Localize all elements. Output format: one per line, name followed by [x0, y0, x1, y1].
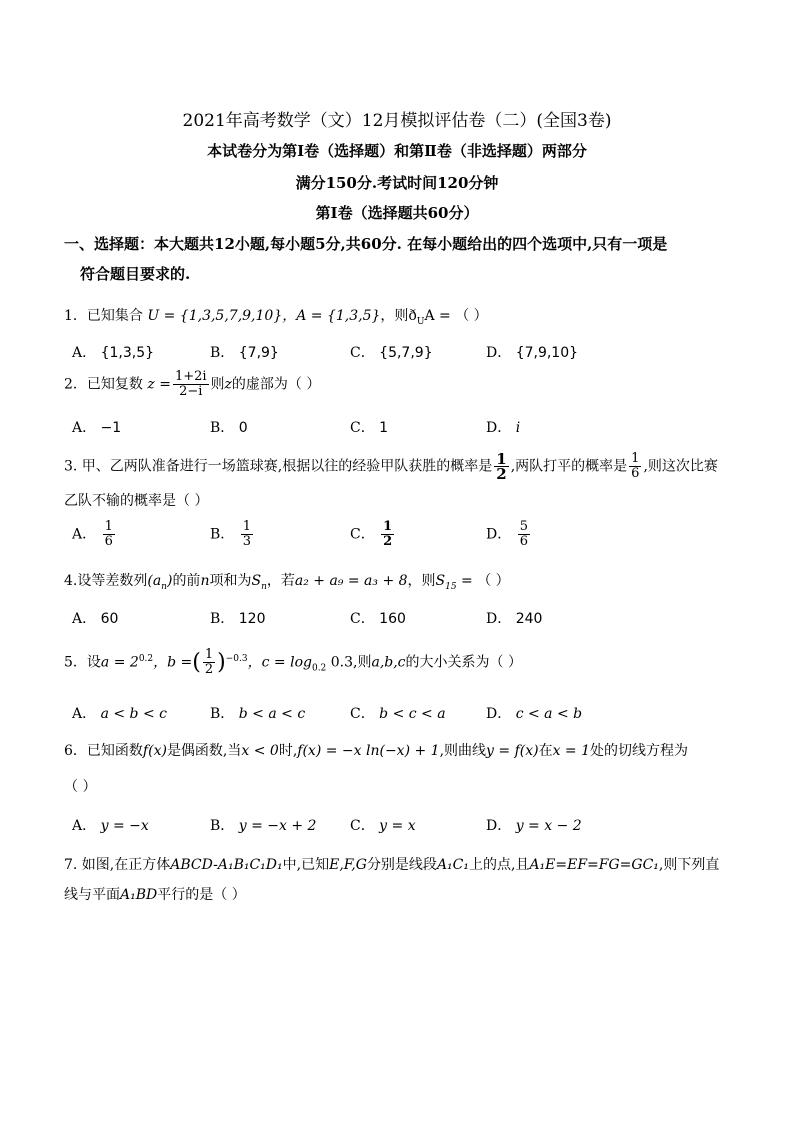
set-u: U = {1,3,5,7,9,10}，	[147, 308, 297, 324]
q5-option-c: C． b < c < a	[350, 706, 446, 722]
q1-option-c: C． {5,7,9}	[350, 345, 433, 361]
q2-option-b: B． 0	[210, 420, 248, 436]
q6-option-c: C． y = x	[350, 818, 416, 834]
section-instructions-line1: 一、选择题：本大题共12小题,每小题5分,共60分. 在每小题给出的四个选项中,只有一项是	[64, 235, 668, 253]
question-7-line2: 线与平面A₁BD平行的是（ ）	[64, 887, 246, 903]
q6-option-a: A． y = −x	[72, 818, 149, 834]
question-3-line2: 乙队不输的概率是（ ）	[64, 493, 209, 509]
q5-option-d: D． c < a < b	[486, 706, 583, 722]
q1-option-b: B． {7,9}	[210, 345, 279, 361]
question-5: 5．设$a = 2^{0.2}$，b =( $\frac{1}{2}$ )$^{-0.3}$，$c = \log_{0.2} 0.3$,则a,b,c的大小关系为（ ）	[64, 647, 522, 677]
q4-option-d: D． 240	[486, 611, 543, 627]
q4-option-b: B． 120	[210, 611, 266, 627]
question-3-line1: 3. 甲、乙两队准备进行一场篮球赛,根据以往的经验甲队获胜的概率是 $\frac{1}{2}$ ,两队打平的概率是 $\frac{1}{6}$ ,则这次比赛	[64, 450, 718, 483]
question-2: 2．已知复数 z = $\frac{1+2i}{2-i}$ 则z的虚部为（ ）	[64, 369, 321, 399]
q2-fraction: $\frac{1+2i}{2-i}$	[174, 369, 207, 399]
part-title: 第Ⅰ卷（选择题共60分）	[315, 204, 479, 222]
q2-option-c: C． 1	[350, 420, 389, 436]
q4-option-c: C． 160	[350, 611, 406, 627]
q2-option-d: D． i	[486, 420, 521, 436]
section-instructions-line2: 符合题目要求的.	[80, 265, 191, 283]
q6-option-d: D． y = x − 2	[486, 818, 582, 834]
q5-option-a: A． a < b < c	[72, 706, 167, 722]
q1-option-d: D． {7,9,10}	[486, 345, 579, 361]
question-7-line1: 7. 如图,在正方体ABCD-A₁B₁C₁D₁中,已知E,F,G分别是线段A₁C₁上的点,且A₁E=EF=FG=GC₁,则下列直	[64, 857, 720, 873]
exam-title: 2021年高考数学（文）12月模拟评估卷（二）(全国3卷)	[182, 111, 612, 131]
question-6-line1: 6．已知函数f(x)是偶函数,当x < 0时,f(x) = −x ln(−x) + 1,则曲线y = f(x)在x = 1处的切线方程为	[64, 743, 689, 759]
q3-option-b: B． $\frac{1}{3}$	[210, 519, 252, 549]
question-1: 1．已知集合 U = {1,3,5,7,9,10}，A = {1,3,5}，则$ð_UA$ = （ ）	[64, 308, 488, 327]
score-time-line: 满分150分.考试时间120分钟	[295, 174, 499, 192]
q3-option-c: C． $\frac{1}{2}$	[350, 519, 393, 549]
set-a: A = {1,3,5}	[296, 308, 381, 324]
q3-option-a: A． $\frac{1}{6}$	[72, 519, 113, 549]
question-6-line2: （ ）	[64, 779, 97, 795]
q6-option-b: B． y = −x + 2	[210, 818, 317, 834]
question-4: 4.设等差数列$(a_n)$的前n项和为$S_n$，若a₂ + a₉ = a₃ + 8，则$S_{15}$ = （ ）	[64, 573, 510, 592]
q2-option-a: A． −1	[72, 420, 122, 436]
q5-option-b: B． b < a < c	[210, 706, 306, 722]
q1-option-a: A． {1,3,5}	[72, 345, 155, 361]
q3-option-d: D． $\frac{5}{6}$	[486, 519, 528, 549]
q4-option-a: A． 60	[72, 611, 119, 627]
exam-subtitle: 本试卷分为第Ⅰ卷（选择题）和第Ⅱ卷（非选择题）两部分	[207, 142, 587, 160]
